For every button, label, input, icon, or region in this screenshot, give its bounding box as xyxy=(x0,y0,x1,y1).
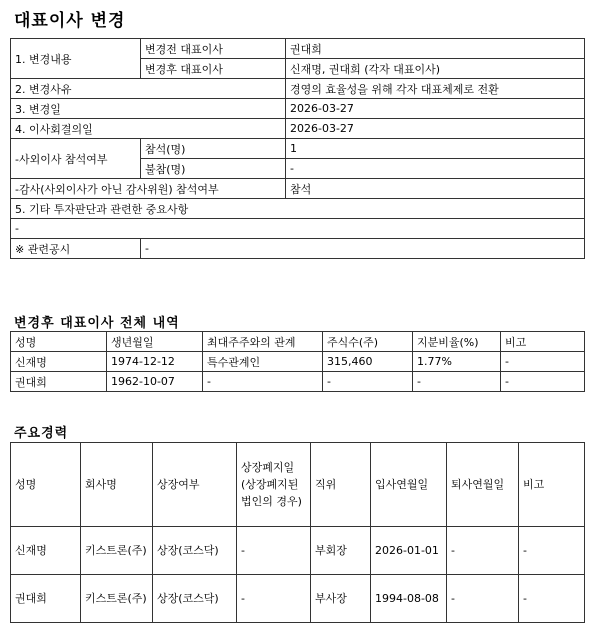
cell: - xyxy=(501,372,585,392)
ceo-table xyxy=(10,331,585,392)
change-date-value: 2026-03-27 xyxy=(286,99,585,119)
cell: 키스트론(주) xyxy=(81,575,153,623)
board-date-value: 2026-03-27 xyxy=(286,119,585,139)
main-disclosure-table xyxy=(10,38,585,259)
col-shares: 주식수(주) xyxy=(323,332,413,352)
cell: 키스트론(주) xyxy=(81,527,153,575)
cell: 1.77% xyxy=(413,352,501,372)
cell: - xyxy=(413,372,501,392)
related-disclosure-label: ※ 관련공시 xyxy=(11,239,141,259)
career-table xyxy=(10,442,585,623)
cell: 권대희 xyxy=(11,372,107,392)
auditor-attend-label: -감사(사외이사가 아닌 감사위원) 참석여부 xyxy=(11,179,286,199)
cell: 상장(코스닥) xyxy=(153,527,237,575)
table-row xyxy=(11,199,585,219)
table-row xyxy=(11,79,585,99)
cell: 1994-08-08 xyxy=(371,575,447,623)
attend-label: 참석(명) xyxy=(141,139,286,159)
other-matters-label: 5. 기타 투자판단과 관련한 중요사항 xyxy=(11,199,585,219)
cell: - xyxy=(323,372,413,392)
cell: - xyxy=(447,575,519,623)
cell: 권대희 xyxy=(11,575,81,623)
attend-value: 1 xyxy=(286,139,585,159)
absent-value: - xyxy=(286,159,585,179)
cell: 신재명 xyxy=(11,352,107,372)
page-title: 대표이사 변경 xyxy=(14,11,126,31)
table-row xyxy=(11,239,585,259)
before-ceo-label: 변경전 대표이사 xyxy=(141,39,286,59)
cell: 신재명 xyxy=(11,527,81,575)
cell: 1974-12-12 xyxy=(107,352,203,372)
cell: - xyxy=(501,352,585,372)
cell: - xyxy=(519,575,585,623)
board-date-label: 4. 이사회결의일 xyxy=(11,119,286,139)
col-name: 성명 xyxy=(11,443,81,527)
col-birthdate: 생년월일 xyxy=(107,332,203,352)
after-ceo-label: 변경후 대표이사 xyxy=(141,59,286,79)
cell: 2026-01-01 xyxy=(371,527,447,575)
col-position: 직위 xyxy=(311,443,371,527)
change-content-label: 1. 변경내용 xyxy=(11,39,141,79)
cell: 특수관계인 xyxy=(203,352,323,372)
cell: - xyxy=(447,527,519,575)
col-note: 비고 xyxy=(519,443,585,527)
col-delisted-date: 상장폐지일(상장폐지된 법인의 경우) xyxy=(237,443,311,527)
table-row xyxy=(11,527,585,575)
col-relation: 최대주주와의 관계 xyxy=(203,332,323,352)
cell: - xyxy=(237,575,311,623)
other-matters-value: - xyxy=(11,219,585,239)
col-listed: 상장여부 xyxy=(153,443,237,527)
ceo-section-title: 변경후 대표이사 전체 내역 xyxy=(14,316,180,331)
cell: 부회장 xyxy=(311,527,371,575)
outside-director-label: -사외이사 참석여부 xyxy=(11,139,141,179)
cell: - xyxy=(519,527,585,575)
col-join-date: 입사연월일 xyxy=(371,443,447,527)
cell: 상장(코스닥) xyxy=(153,575,237,623)
table-header-row xyxy=(11,443,585,527)
col-note: 비고 xyxy=(501,332,585,352)
table-row xyxy=(11,39,585,59)
before-ceo-value: 권대희 xyxy=(286,39,585,59)
cell: - xyxy=(237,527,311,575)
cell: 부사장 xyxy=(311,575,371,623)
table-row xyxy=(11,139,585,159)
col-company: 회사명 xyxy=(81,443,153,527)
table-row xyxy=(11,575,585,623)
change-date-label: 3. 변경일 xyxy=(11,99,286,119)
table-row xyxy=(11,119,585,139)
cell: - xyxy=(203,372,323,392)
col-ratio: 지분비율(%) xyxy=(413,332,501,352)
absent-label: 불참(명) xyxy=(141,159,286,179)
cell: 315,460 xyxy=(323,352,413,372)
cell: 1962-10-07 xyxy=(107,372,203,392)
career-section-title: 주요경력 xyxy=(14,426,69,441)
change-reason-value: 경영의 효율성을 위해 각자 대표체제로 전환 xyxy=(286,79,585,99)
after-ceo-value: 신재명, 권대희 (각자 대표이사) xyxy=(286,59,585,79)
change-reason-label: 2. 변경사유 xyxy=(11,79,286,99)
related-disclosure-value: - xyxy=(141,239,585,259)
table-header-row xyxy=(11,332,585,352)
col-leave-date: 퇴사연월일 xyxy=(447,443,519,527)
table-row xyxy=(11,352,585,372)
table-row xyxy=(11,99,585,119)
table-row xyxy=(11,219,585,239)
table-row xyxy=(11,179,585,199)
auditor-attend-value: 참석 xyxy=(286,179,585,199)
table-row xyxy=(11,372,585,392)
col-name: 성명 xyxy=(11,332,107,352)
